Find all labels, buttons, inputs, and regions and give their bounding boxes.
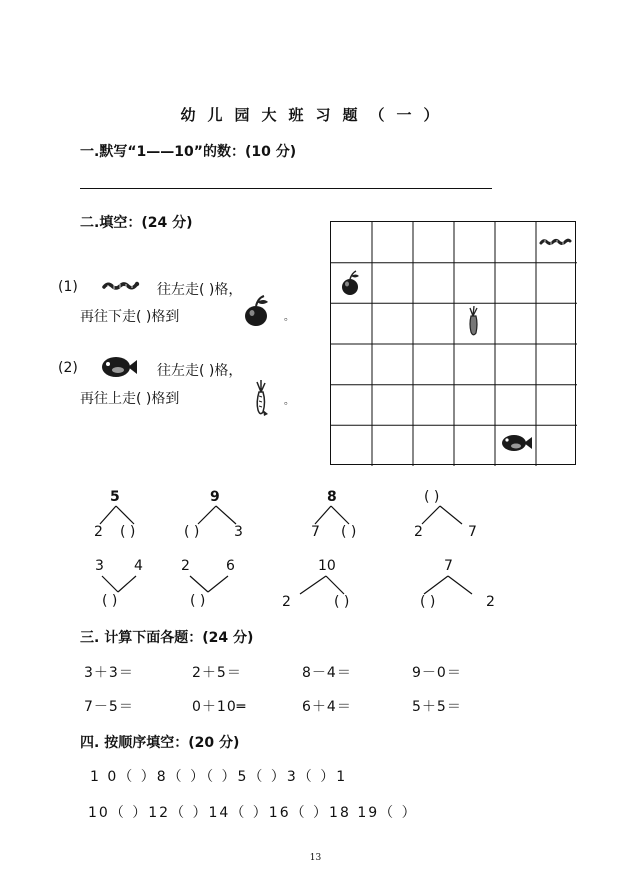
bond-right: 4 xyxy=(134,558,143,574)
carrot-icon xyxy=(250,380,272,424)
bond-top: 5 xyxy=(110,489,120,505)
worm-icon xyxy=(102,278,142,298)
q1-line1: 往左走( )格， xyxy=(157,282,243,298)
calc-problem: 5＋5＝ xyxy=(412,699,462,715)
bond-left: 2 xyxy=(94,524,103,540)
number-bond-2 xyxy=(180,486,270,546)
q2-period: 。 xyxy=(284,396,294,407)
bond-right[interactable]: ( ) xyxy=(334,594,350,610)
calc-problem: 8－4＝ xyxy=(302,665,352,681)
direction-grid xyxy=(330,221,576,465)
calc-problem: 2＋5＝ xyxy=(192,665,242,681)
q1-period: 。 xyxy=(284,312,294,323)
bond-left: 2 xyxy=(414,524,423,540)
apple-icon xyxy=(242,294,270,332)
bond-right: 2 xyxy=(486,594,495,610)
q1-line2: 再往下走( )格到 xyxy=(80,309,180,325)
number-bond-3 xyxy=(305,486,395,546)
q1-number: (1) xyxy=(58,279,78,295)
bond-left[interactable]: ( ) xyxy=(420,594,436,610)
bond-top: 10 xyxy=(318,558,336,574)
bond-left: 3 xyxy=(95,558,104,574)
bond-right: 3 xyxy=(234,524,243,540)
bond-top: 8 xyxy=(327,489,337,505)
answer-line[interactable] xyxy=(80,188,492,189)
calc-problem: 7－5＝ xyxy=(84,699,134,715)
number-bond-6 xyxy=(178,556,268,616)
number-bond-5 xyxy=(90,556,180,616)
bond-top: 7 xyxy=(444,558,453,574)
fish-icon xyxy=(100,355,138,383)
bond-left: 7 xyxy=(311,524,320,540)
calc-problem: 6＋4＝ xyxy=(302,699,352,715)
bond-right[interactable]: ( ) xyxy=(120,524,136,540)
number-bond-7 xyxy=(278,556,368,616)
bond-top[interactable]: ( ) xyxy=(424,489,440,505)
section2-heading: 二.填空：(24 分) xyxy=(80,215,193,231)
section3-heading: 三. 计算下面各题：(24 分) xyxy=(80,630,254,646)
bond-left: 2 xyxy=(181,558,190,574)
number-bond-1 xyxy=(90,486,180,546)
sequence-ascending[interactable]: 10（ ）12（ ）14（ ）16（ ）18 19（ ） xyxy=(88,805,418,821)
bond-top: 9 xyxy=(210,489,220,505)
calc-problem: 0＋10═ xyxy=(192,699,247,715)
bond-bottom[interactable]: ( ) xyxy=(102,593,118,609)
number-bond-4 xyxy=(410,486,500,546)
bond-left: 2 xyxy=(282,594,291,610)
section1-heading: 一.默写“1——10”的数：(10 分) xyxy=(80,144,297,160)
section4-heading: 四. 按顺序填空：(20 分) xyxy=(80,735,240,751)
page-number: 13 xyxy=(309,853,322,863)
number-bond-8 xyxy=(410,556,500,616)
bond-right[interactable]: ( ) xyxy=(341,524,357,540)
bond-left[interactable]: ( ) xyxy=(184,524,200,540)
q2-line1: 往左走( )格， xyxy=(157,363,243,379)
bond-right: 7 xyxy=(468,524,477,540)
calc-problem: 3＋3＝ xyxy=(84,665,134,681)
calc-problem: 9－0＝ xyxy=(412,665,462,681)
bond-right: 6 xyxy=(226,558,235,574)
bond-bottom[interactable]: ( ) xyxy=(190,593,206,609)
q2-number: (2) xyxy=(58,360,78,376)
q2-line2: 再往上走( )格到 xyxy=(80,391,180,407)
sequence-descending[interactable]: 1 0（ ）8（ ）（ ）5（ ）3（ ）1 xyxy=(90,769,348,785)
page-title: 幼儿园大班习题（一） xyxy=(180,106,451,124)
